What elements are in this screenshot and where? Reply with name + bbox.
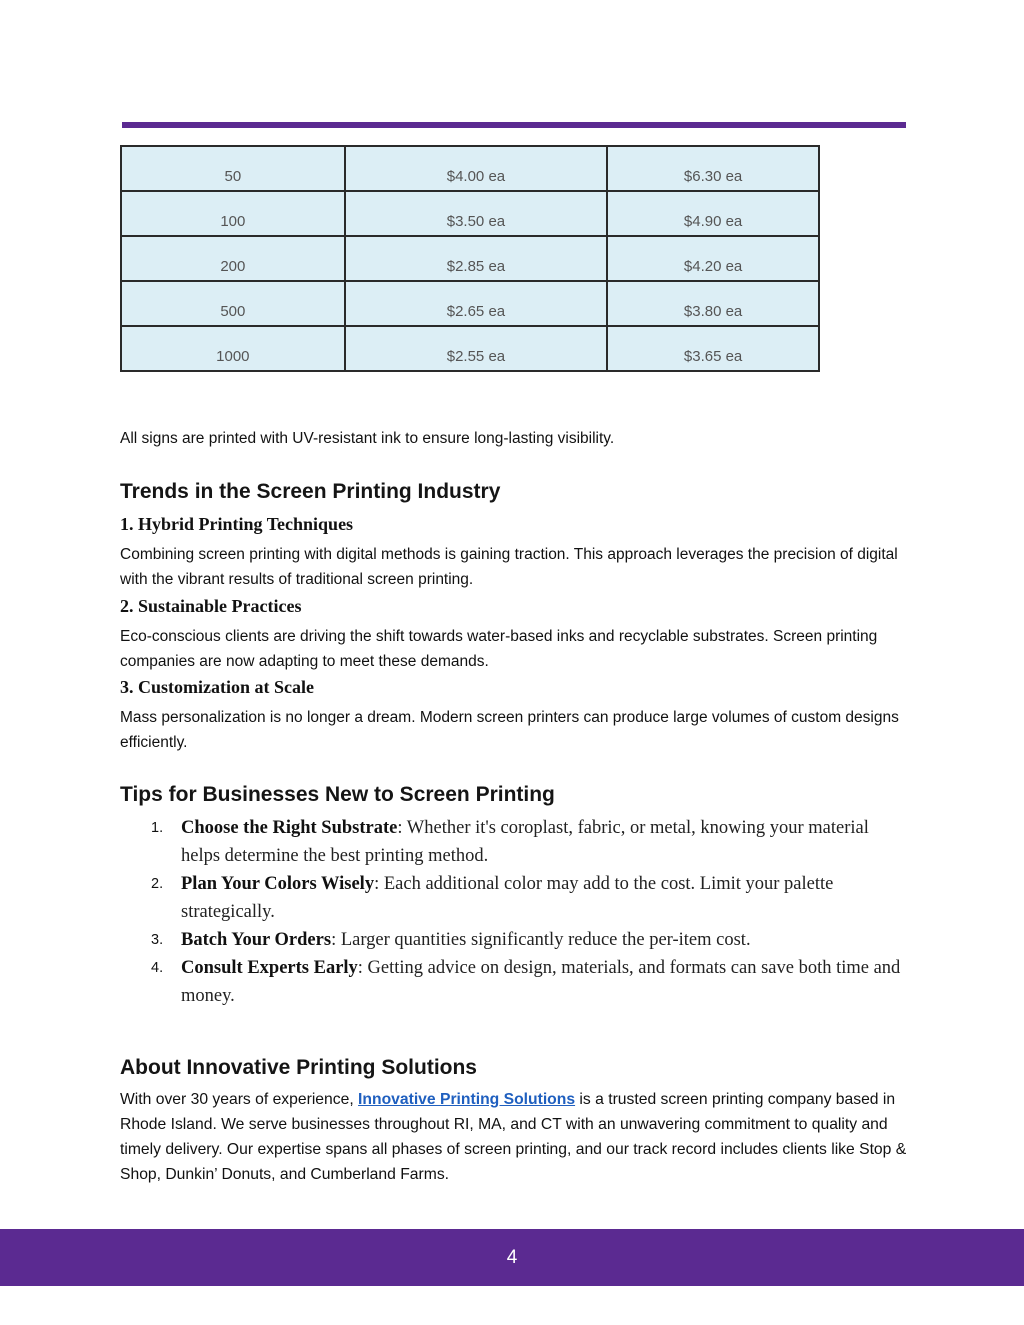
list-number: 1. — [151, 820, 164, 836]
tip-description: : Larger quantities significantly reduce the per-item cost. — [331, 930, 751, 950]
about-text-intro: With over 30 years of experience, — [120, 1091, 359, 1108]
trend-title: 2. Sustainable Practices — [120, 596, 302, 616]
list-number: 3. — [151, 932, 164, 948]
company-link[interactable]: Innovative Printing Solutions — [358, 1091, 576, 1108]
pricing-table — [120, 145, 820, 372]
page-number: 4 — [506, 1247, 518, 1268]
table-cell: $3.50 ea — [345, 191, 607, 236]
table-cell: $4.20 ea — [607, 236, 819, 281]
tip-description: : Whether it's coroplast, fabric, or metal, knowing your material helps determine the best printing method. — [181, 818, 869, 866]
trend-body: Combining screen printing with digital methods is gaining traction. This approach leverages the precision of digital with the vibrant results of traditional screen printing. — [120, 546, 898, 588]
list-item — [120, 954, 904, 1010]
table-cell: $2.55 ea — [345, 326, 607, 371]
tip-term: Choose the Right Substrate — [181, 818, 398, 838]
tip-term: Batch Your Orders — [181, 930, 332, 950]
tips-list — [120, 814, 904, 1010]
list-number: 2. — [151, 876, 164, 892]
table-cell: $4.00 ea — [345, 146, 607, 191]
list-item — [120, 814, 904, 870]
table-cell: $3.80 ea — [607, 281, 819, 326]
about-heading: About Innovative Printing Solutions — [120, 1056, 477, 1079]
list-number: 4. — [151, 960, 164, 976]
table-cell: 500 — [121, 281, 345, 326]
uv-ink-note: All signs are printed with UV-resistant ink to ensure long-lasting visibility. — [120, 430, 615, 447]
tip-description: : Getting advice on design, materials, and formats can save both time and money. — [181, 958, 901, 1006]
list-item — [120, 870, 904, 926]
table-cell: $4.90 ea — [607, 191, 819, 236]
list-item — [120, 926, 904, 954]
table-cell: $6.30 ea — [607, 146, 819, 191]
table-row — [121, 191, 819, 236]
trend-body: Mass personalization is no longer a dream. Modern screen printers can produce large volumes of custom designs efficiently. — [120, 709, 899, 751]
trend-title: 1. Hybrid Printing Techniques — [120, 514, 354, 534]
trend-body: Eco-conscious clients are driving the shift towards water-based inks and recyclable substrates. Screen printing companies are now adapting to meet these demands. — [120, 628, 878, 670]
about-paragraph — [120, 1087, 910, 1187]
table-row — [121, 236, 819, 281]
about-text-body: is a trusted screen printing company based in Rhode Island. We serve businesses throughout RI, MA, and CT with an unwavering commitment to quality and timely delivery. Our expertise spans all phases of screen printing, and our track record includes clients like Stop & Shop, Dunkin’ Donuts, and Cumberland Farms. — [120, 1091, 907, 1183]
table-row — [121, 326, 819, 371]
tip-term: Consult Experts Early — [181, 958, 358, 978]
header-divider — [122, 122, 906, 128]
table-cell: $3.65 ea — [607, 326, 819, 371]
tip-term: Plan Your Colors Wisely — [181, 874, 375, 894]
table-cell: $2.65 ea — [345, 281, 607, 326]
trends-heading: Trends in the Screen Printing Industry — [120, 480, 501, 503]
table-row — [121, 281, 819, 326]
footer-bar — [0, 1229, 1024, 1286]
table-cell: 1000 — [121, 326, 345, 371]
tips-heading: Tips for Businesses New to Screen Printing — [120, 783, 555, 806]
table-cell: 200 — [121, 236, 345, 281]
tip-description: : Each additional color may add to the cost. Limit your palette strategically. — [181, 874, 834, 922]
table-cell: 100 — [121, 191, 345, 236]
table-row — [121, 146, 819, 191]
trend-title: 3. Customization at Scale — [120, 677, 314, 697]
table-cell: 50 — [121, 146, 345, 191]
table-cell: $2.85 ea — [345, 236, 607, 281]
